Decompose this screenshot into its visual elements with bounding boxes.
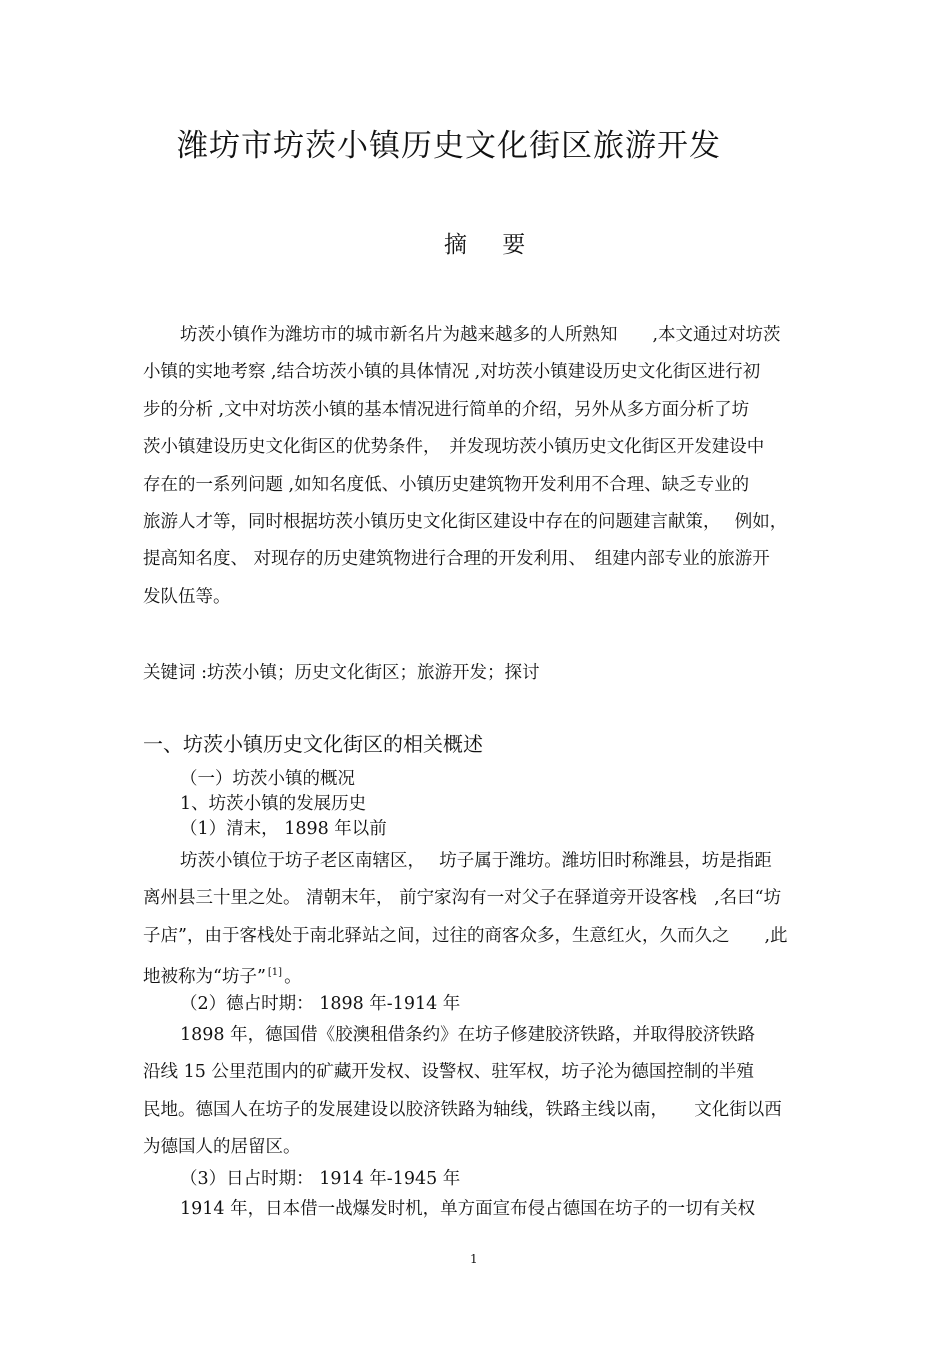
abstract-line: 提高知名度、 对现存的历史建筑物进行合理的开发利用、 组建内部专业的旅游开 (143, 549, 770, 569)
abstract-line: 存在的一系列问题 ,如知名度低、小镇历史建筑物开发利用不合理、缺乏专业的 (143, 475, 750, 495)
abstract-line: 发队伍等。 (143, 587, 231, 607)
body-line (143, 962, 302, 988)
abstract-line: 坊茨小镇作为潍坊市的城市新名片为越来越多的人所熟知 ,本文通过对坊茨 (180, 325, 781, 345)
body-line: 坊茨小镇位于坊子老区南辖区， 坊子属于潍坊。潍坊旧时称潍县，坊是指距 (180, 851, 772, 871)
body-line: 子店”，由于客栈处于南北驿站之间，过往的商客众多，生意红火，久而久之 ,此 (143, 926, 788, 946)
body-line: 1898 年，德国借《胶澳租借条约》在坊子修建胶济铁路，并取得胶济铁路 (180, 1025, 756, 1045)
body-line: 民地。德国人在坊子的发展建设以胶济铁路为轴线，铁路主线以南， 文化街以西 (143, 1100, 782, 1120)
abstract-line: 步的分析 ,文中对坊茨小镇的基本情况进行简单的介绍，另外从多方面分析了坊 (143, 400, 750, 420)
body-line: 离州县三十里之处。 清朝末年， 前宁家沟有一对父子在驿道旁开设客栈 ,名曰“坊 (143, 888, 782, 908)
body-line-text: 地被称为“坊子” (143, 967, 266, 987)
keywords: 关键词 :坊茨小镇；历史文化街区；旅游开发；探讨 (143, 663, 540, 683)
abstract-line: 旅游人才等，同时根据坊茨小镇历史文化街区建设中存在的问题建言献策， 例如， (143, 512, 788, 532)
body-line-end: 。 (284, 967, 302, 987)
page-number: 1 (470, 1252, 478, 1266)
period-heading: （3）日占时期： 1914 年-1945 年 (180, 1169, 461, 1189)
document-title: 潍坊市坊茨小镇历史文化街区旅游开发 (177, 128, 721, 164)
abstract-line: 小镇的实地考察 ,结合坊茨小镇的具体情况 ,对坊茨小镇建设历史文化街区进行初 (143, 362, 761, 382)
subsection-heading: （一）坊茨小镇的概况 (180, 769, 355, 789)
period-heading: （2）德占时期： 1898 年-1914 年 (180, 994, 461, 1014)
body-line: 1914 年，日本借一战爆发时机，单方面宣布侵占德国在坊子的一切有关权 (180, 1199, 756, 1219)
citation-ref[interactable]: [1] (267, 967, 283, 978)
subsubsection-heading: 1、坊茨小镇的发展历史 (180, 794, 367, 814)
abstract-line: 茨小镇建设历史文化街区的优势条件， 并发现坊茨小镇历史文化街区开发建设中 (143, 437, 765, 457)
period-heading: （1）清末， 1898 年以前 (180, 819, 387, 839)
body-line: 沿线 15 公里范围内的矿藏开发权、设警权、驻军权，坊子沦为德国控制的半殖 (143, 1062, 754, 1082)
section-heading: 一、坊茨小镇历史文化街区的相关概述 (143, 732, 483, 756)
abstract-heading: 摘 要 (444, 232, 540, 258)
body-line: 为德国人的居留区。 (143, 1137, 301, 1157)
